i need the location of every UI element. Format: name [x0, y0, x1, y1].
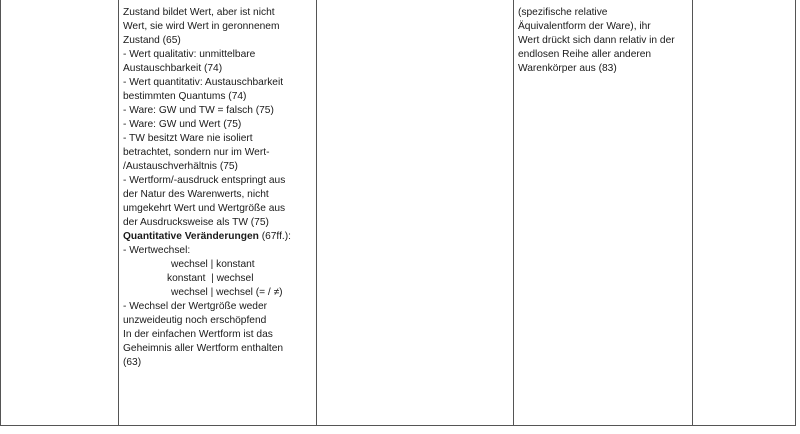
wechsel-row: wechsel | wechsel (= / ≠): [171, 287, 283, 298]
section-heading: [123, 230, 312, 244]
text-line: Wert, sie wird Wert in geronnenem: [123, 21, 280, 32]
text-line: - Ware: GW und Wert (75): [123, 119, 242, 130]
table-column-1: [0, 0, 119, 425]
text-line: der Ausdrucksweise als TW (75): [123, 217, 269, 228]
table-column-2: [119, 0, 317, 425]
text-line: Warenkörper aus (83): [518, 63, 617, 74]
wechsel-row: konstant | wechsel: [167, 273, 254, 284]
table-bottom-border: [0, 425, 796, 426]
text-line: Zustand bildet Wert, aber ist nicht: [123, 7, 275, 18]
text-line: Austauschbarkeit (74): [123, 63, 223, 74]
text-line: - Wert qualitativ: unmittelbare: [123, 49, 256, 60]
table-column-3: [317, 0, 514, 425]
text-line: - Ware: GW und TW = falsch (75): [123, 105, 274, 116]
text-line: (63): [123, 357, 142, 368]
text-line: Zustand (65): [123, 35, 181, 46]
text-line: - Wechsel der Wertgröße weder: [123, 301, 267, 312]
table-column-4: [514, 0, 693, 425]
text-line: - Wertform/-ausdruck entspringt aus: [123, 175, 286, 186]
wechsel-row: wechsel | konstant: [171, 259, 255, 270]
table-column-5: [693, 0, 796, 425]
text-line: bestimmten Quantums (74): [123, 91, 247, 102]
text-line: umgekehrt Wert und Wertgröße aus: [123, 203, 286, 214]
text-line: unzweideutig noch erschöpfend: [123, 315, 267, 326]
text-line: der Natur des Warenwerts, nicht: [123, 189, 269, 200]
text-line: In der einfachen Wertform ist das: [123, 329, 273, 340]
text-line: (spezifische relative: [518, 7, 608, 18]
text-line: Äquivalentform der Ware), ihr: [518, 21, 651, 32]
text-line: - Wert quantitativ: Austauschbarkeit: [123, 77, 284, 88]
heading-bold: Quantitative Veränderungen: [123, 231, 259, 242]
text-line: /Austauschverhältnis (75): [123, 161, 238, 172]
text-line: endlosen Reihe aller anderen: [518, 49, 652, 60]
text-line: Wert drückt sich dann relativ in der: [518, 35, 675, 46]
text-line: - TW besitzt Ware nie isoliert: [123, 133, 253, 144]
text-line: Geheimnis aller Wertform enthalten: [123, 343, 284, 354]
text-line: - Wertwechsel:: [123, 245, 191, 256]
text-line: betrachtet, sondern nur im Wert-: [123, 147, 270, 158]
heading-pages: (67ff.):: [258, 231, 291, 242]
